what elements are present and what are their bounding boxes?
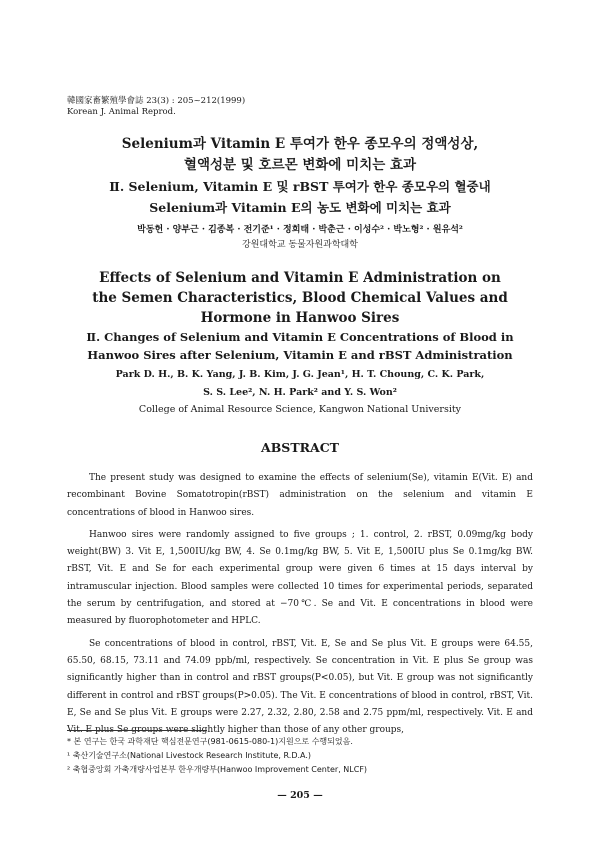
english-title-block: [40, 268, 560, 418]
abstract-paragraph-3: Se concentrations of blood in control, rBST, Vit. E, Se and Se plus Vit. E groups were 64.55, 65.50, 68.15, 73.11 and 74.09 ppb/ml, respectively. Se concentration in Vit. E plus Se group was significantly higher than in control and rBST groups(P<0.05), but Vit. E group was not significantly different in control and rBST groups(P>0.05). The Vit. E concentrations of blood in control, rBST, Vit. E, Se and Se plus Vit. E groups were 2.27, 2.32, 2.80, 2.58 and 2.75 ppm/ml, respectively. Vit. E and Vit. E plus Se groups were slightly higher than those of any other groups,: [67, 638, 533, 736]
footnote-funding: * 본 연구는 한국 과학재단 핵심전문연구(981-0615-080-1)지원으로 수행되었음.: [67, 737, 353, 746]
korean-subtitle-line-2: Selenium과 Vitamin E의 농도 변화에 미치는 효과: [149, 200, 451, 215]
journal-header: [67, 96, 245, 118]
english-title-line-3: Hormone in Hanwoo Sires: [200, 310, 400, 326]
footnote-divider: [67, 730, 207, 731]
english-subtitle-line-2: Hanwoo Sires after Selenium, Vitamin E and rBST Administration: [87, 348, 513, 362]
korean-authors: 박동헌 · 양부근 · 김종복 · 전기준¹ · 정희태 · 박춘근 · 이성수² · 박노형² · 원유석²: [137, 225, 463, 235]
korean-title-line-2: 혈액성분 및 호르몬 변화에 미치는 효과: [183, 157, 417, 173]
page-number: — 205 —: [277, 790, 323, 801]
english-title-line-2: the Semen Characteristics, Blood Chemical Values and: [92, 290, 508, 306]
abstract-body: [67, 470, 533, 744]
abstract-paragraph-1: The present study was designed to examine the effects of selenium(Se), vitamin E(Vit. E) and recombinant Bovine Somatotropin(rBST) administration on the selenium and vitamin E concentrations of blood in Hanwoo sires.: [67, 473, 533, 518]
korean-subtitle-line-1: Ⅱ. Selenium, Vitamin E 및 rBST 투여가 한우 종모우의 혈중내: [109, 179, 491, 194]
journal-citation-ko: 韓國家畜繁殖學會誌 23(3) : 205~212(1999): [67, 96, 246, 106]
english-title-line-1: Effects of Selenium and Vitamin E Administration on: [99, 270, 501, 286]
journal-citation-en: Korean J. Animal Reprod.: [67, 107, 176, 117]
korean-title-block: [40, 134, 560, 252]
english-affiliation: College of Animal Resource Science, Kangwon National University: [138, 404, 462, 415]
korean-title-line-1: Selenium과 Vitamin E 투여가 한우 종모우의 정액성상,: [121, 136, 479, 152]
korean-affiliation: 강원대학교 동물자원과학대학: [242, 240, 358, 250]
english-authors-line-1: Park D. H., B. K. Yang, J. B. Kim, J. G. Jean¹, H. T. Choung, C. K. Park,: [115, 369, 485, 380]
footnote-affiliation-1: ¹ 축산기술연구소(National Livestock Research Institute, R.D.A.): [67, 751, 312, 760]
english-authors-line-2: S. S. Lee², N. H. Park² and Y. S. Won²: [203, 387, 397, 398]
footnotes: [67, 735, 367, 777]
abstract-heading: ABSTRACT: [261, 440, 339, 455]
footnote-affiliation-2: ² 축협중앙회 가축개량사업본부 한우개량부(Hanwoo Improvement Center, NLCF): [67, 765, 368, 774]
english-subtitle-line-1: Ⅱ. Changes of Selenium and Vitamin E Concentrations of Blood in: [86, 330, 514, 344]
english-authors: [40, 366, 560, 402]
abstract-paragraph-2: Hanwoo sires were randomly assigned to five groups ; 1. control, 2. rBST, 0.09mg/kg body weight(BW) 3. Vit E, 1,500IU/kg BW, 4. Se 0.1mg/kg BW, 5. Vit E, 1,500IU plus Se 0.1mg/kg BW. rBST, Vit. E and Se for each experimental group were given 6 times at 15 days interval by intramuscular injection. Blood samples were collected 10 times for experimental periods, separated the serum by centrifugation, and stored at −70℃. Se and Vit. E concentrations in blood were measured by fluorophotometer and HPLC.: [67, 529, 533, 627]
